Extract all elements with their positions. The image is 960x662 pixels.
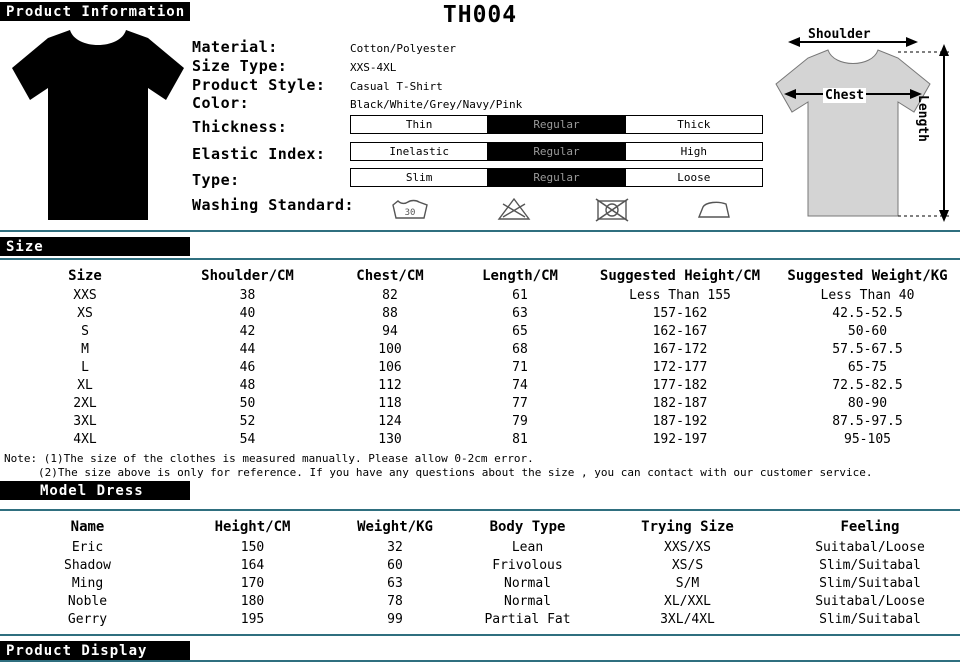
model-cell: Frivolous bbox=[492, 557, 563, 573]
option-thickness-thick[interactable]: Thick bbox=[677, 118, 711, 131]
model-cell: 3XL/4XL bbox=[660, 611, 715, 627]
model-cell: Lean bbox=[511, 539, 544, 555]
size-cell: 187-192 bbox=[652, 413, 708, 429]
model-cell: Normal bbox=[504, 593, 551, 609]
model-cell: Normal bbox=[504, 575, 551, 591]
size-cell: 46 bbox=[239, 359, 256, 375]
size-cell: 54 bbox=[239, 431, 256, 447]
page-title: TH004 bbox=[442, 2, 518, 28]
model-cell: 78 bbox=[387, 593, 403, 609]
model-cell: 180 bbox=[240, 593, 265, 609]
option-type-regular[interactable]: Regular bbox=[488, 169, 625, 186]
size-cell: 42 bbox=[239, 323, 256, 339]
table-row bbox=[0, 556, 960, 574]
model-th-height: Height/CM bbox=[214, 519, 291, 535]
size-cell: 124 bbox=[378, 413, 402, 429]
size-cell: 118 bbox=[378, 395, 402, 411]
size-cell: 95-105 bbox=[844, 431, 891, 447]
table-row bbox=[0, 592, 960, 610]
note-line-2: (2)The size above is only for reference. If you have any questions about the size , you can contact with our customer service. bbox=[38, 466, 873, 479]
section-header-product-display bbox=[0, 641, 190, 660]
size-cell: XS bbox=[77, 305, 93, 321]
model-cell: Slim/Suitabal bbox=[819, 575, 921, 591]
size-cell: 50-60 bbox=[847, 323, 888, 339]
size-cell: 162-167 bbox=[652, 323, 708, 339]
size-cell: 177-182 bbox=[652, 377, 708, 393]
size-cell: 72.5-82.5 bbox=[832, 377, 903, 393]
model-cell: S/M bbox=[675, 575, 700, 591]
divider-top bbox=[0, 230, 960, 232]
spec-value-material: Cotton/Polyester bbox=[350, 42, 456, 55]
section-header-product-information-label: Product Information bbox=[6, 3, 186, 20]
svg-text:30: 30 bbox=[404, 208, 416, 218]
size-cell: 68 bbox=[512, 341, 528, 357]
size-th-shoulder: Shoulder/CM bbox=[201, 267, 294, 284]
model-cell: Suitabal/Loose bbox=[815, 593, 925, 609]
model-th-trying-size: Trying Size bbox=[641, 519, 734, 535]
model-cell: Gerry bbox=[67, 611, 108, 627]
size-cell: 79 bbox=[512, 413, 528, 429]
spec-value-product-style: Casual T-Shirt bbox=[350, 80, 443, 93]
model-cell: Partial Fat bbox=[484, 611, 571, 627]
model-cell: 164 bbox=[240, 557, 265, 573]
size-th-chest: Chest/CM bbox=[356, 267, 424, 284]
model-cell: XL/XXL bbox=[664, 593, 711, 609]
size-cell: 65 bbox=[512, 323, 528, 339]
no-tumble-dry-icon bbox=[592, 196, 632, 222]
size-cell: Less Than 155 bbox=[629, 287, 731, 303]
size-cell: 40 bbox=[239, 305, 256, 321]
option-type-loose[interactable]: Loose bbox=[677, 171, 711, 184]
model-cell: 32 bbox=[387, 539, 403, 555]
size-cell: 130 bbox=[378, 431, 402, 447]
size-cell: 63 bbox=[512, 305, 528, 321]
table-row bbox=[0, 304, 960, 322]
size-cell: XXS bbox=[73, 287, 97, 303]
size-cell: 157-162 bbox=[652, 305, 708, 321]
size-cell: 42.5-52.5 bbox=[832, 305, 903, 321]
option-label-type: Type: bbox=[192, 171, 240, 189]
option-row-thickness[interactable] bbox=[350, 115, 763, 134]
spec-label-size-type: Size Type: bbox=[192, 57, 288, 75]
table-row bbox=[0, 376, 960, 394]
size-cell: L bbox=[81, 359, 89, 375]
size-th-height: Suggested Height/CM bbox=[599, 267, 761, 284]
table-row bbox=[0, 394, 960, 412]
size-cell: 82 bbox=[382, 287, 398, 303]
table-row bbox=[0, 430, 960, 448]
model-cell: 99 bbox=[387, 611, 403, 627]
table-row bbox=[0, 322, 960, 340]
option-row-type[interactable] bbox=[350, 168, 763, 187]
size-cell: 106 bbox=[378, 359, 402, 375]
diagram-label-shoulder: Shoulder bbox=[808, 27, 871, 42]
model-cell: 60 bbox=[387, 557, 403, 573]
model-th-body-type: Body Type bbox=[489, 519, 566, 535]
divider-model bbox=[0, 509, 960, 511]
size-cell: 3XL bbox=[73, 413, 97, 429]
section-header-product-display-label: Product Display bbox=[6, 642, 148, 659]
table-row bbox=[0, 574, 960, 592]
size-th-size: Size bbox=[68, 267, 102, 284]
table-row bbox=[0, 538, 960, 556]
size-table bbox=[0, 265, 960, 448]
spec-label-material: Material: bbox=[192, 38, 278, 56]
model-cell: Slim/Suitabal bbox=[819, 611, 921, 627]
size-cell: 77 bbox=[512, 395, 528, 411]
size-cell: 38 bbox=[239, 287, 256, 303]
size-cell: 87.5-97.5 bbox=[832, 413, 903, 429]
size-cell: 172-177 bbox=[652, 359, 708, 375]
size-cell: 48 bbox=[239, 377, 256, 393]
size-cell: 182-187 bbox=[652, 395, 708, 411]
size-cell: 65-75 bbox=[847, 359, 888, 375]
size-cell: M bbox=[81, 341, 89, 357]
option-elastic-inelastic[interactable]: Inelastic bbox=[351, 143, 488, 160]
option-row-elastic-index[interactable] bbox=[350, 142, 763, 161]
model-cell: Noble bbox=[67, 593, 108, 609]
size-cell: 52 bbox=[239, 413, 256, 429]
model-th-name: Name bbox=[70, 519, 105, 535]
model-cell: 170 bbox=[240, 575, 265, 591]
model-cell: 63 bbox=[387, 575, 403, 591]
size-cell: Less Than 40 bbox=[820, 287, 915, 303]
size-cell: 94 bbox=[382, 323, 398, 339]
size-cell: 167-172 bbox=[652, 341, 708, 357]
model-th-weight: Weight/KG bbox=[357, 519, 433, 535]
divider-display bbox=[0, 634, 960, 636]
model-cell: XS/S bbox=[671, 557, 704, 573]
section-header-model-dress bbox=[0, 481, 190, 500]
size-cell: 2XL bbox=[73, 395, 97, 411]
model-table-header-row bbox=[0, 516, 960, 538]
model-cell: 195 bbox=[240, 611, 265, 627]
size-cell: S bbox=[81, 323, 89, 339]
spec-value-color: Black/White/Grey/Navy/Pink bbox=[350, 98, 523, 111]
tshirt-silhouette-icon bbox=[8, 24, 188, 224]
note-line-1: Note: (1)The size of the clothes is measured manually. Please allow 0-2cm error. bbox=[4, 452, 534, 465]
size-cell: 81 bbox=[512, 431, 528, 447]
diagram-label-length: Length bbox=[915, 95, 930, 142]
size-table-header-row bbox=[0, 265, 960, 286]
size-th-weight: Suggested Weight/KG bbox=[787, 267, 948, 284]
size-cell: 88 bbox=[382, 305, 398, 321]
table-row bbox=[0, 286, 960, 304]
size-cell: 71 bbox=[512, 359, 528, 375]
iron-icon bbox=[694, 196, 734, 222]
option-thickness-regular[interactable]: Regular bbox=[488, 116, 625, 133]
table-row bbox=[0, 358, 960, 376]
model-th-feeling: Feeling bbox=[840, 519, 900, 535]
spec-label-product-style: Product Style: bbox=[192, 76, 326, 94]
option-elastic-regular[interactable]: Regular bbox=[488, 143, 625, 160]
size-cell: 74 bbox=[512, 377, 528, 393]
size-cell: 112 bbox=[378, 377, 402, 393]
section-header-size bbox=[0, 237, 190, 256]
washing-standard-label: Washing Standard: bbox=[192, 196, 355, 214]
option-thickness-thin[interactable]: Thin bbox=[351, 116, 488, 133]
option-label-thickness: Thickness: bbox=[192, 118, 288, 136]
table-row bbox=[0, 412, 960, 430]
option-label-elastic-index: Elastic Index: bbox=[192, 145, 326, 163]
model-cell: Shadow bbox=[64, 557, 111, 573]
no-bleach-icon bbox=[494, 196, 534, 222]
size-cell: XL bbox=[77, 377, 93, 393]
size-cell: 50 bbox=[239, 395, 256, 411]
size-th-length: Length/CM bbox=[482, 267, 558, 284]
section-header-model-dress-label: Model Dress bbox=[40, 482, 144, 499]
option-type-slim[interactable]: Slim bbox=[351, 169, 488, 186]
spec-value-size-type: XXS-4XL bbox=[350, 61, 397, 74]
section-header-size-label: Size bbox=[6, 238, 44, 255]
diagram-label-chest: Chest bbox=[825, 88, 865, 103]
wash-30-icon bbox=[390, 196, 430, 222]
model-cell: Suitabal/Loose bbox=[815, 539, 925, 555]
size-cell: 57.5-67.5 bbox=[832, 341, 903, 357]
divider-size bbox=[0, 258, 960, 260]
size-cell: 192-197 bbox=[652, 431, 708, 447]
size-cell: 100 bbox=[378, 341, 402, 357]
spec-label-color: Color: bbox=[192, 94, 250, 112]
size-cell: 4XL bbox=[73, 431, 97, 447]
model-cell: 150 bbox=[240, 539, 265, 555]
size-cell: 80-90 bbox=[847, 395, 888, 411]
model-cell: Eric bbox=[71, 539, 104, 555]
model-cell: XXS/XS bbox=[664, 539, 711, 555]
table-row bbox=[0, 340, 960, 358]
model-cell: Ming bbox=[71, 575, 104, 591]
table-row bbox=[0, 610, 960, 628]
model-cell: Slim/Suitabal bbox=[819, 557, 921, 573]
size-cell: 44 bbox=[239, 341, 256, 357]
size-cell: 61 bbox=[512, 287, 528, 303]
model-dress-table bbox=[0, 516, 960, 628]
option-elastic-high[interactable]: High bbox=[680, 145, 708, 158]
